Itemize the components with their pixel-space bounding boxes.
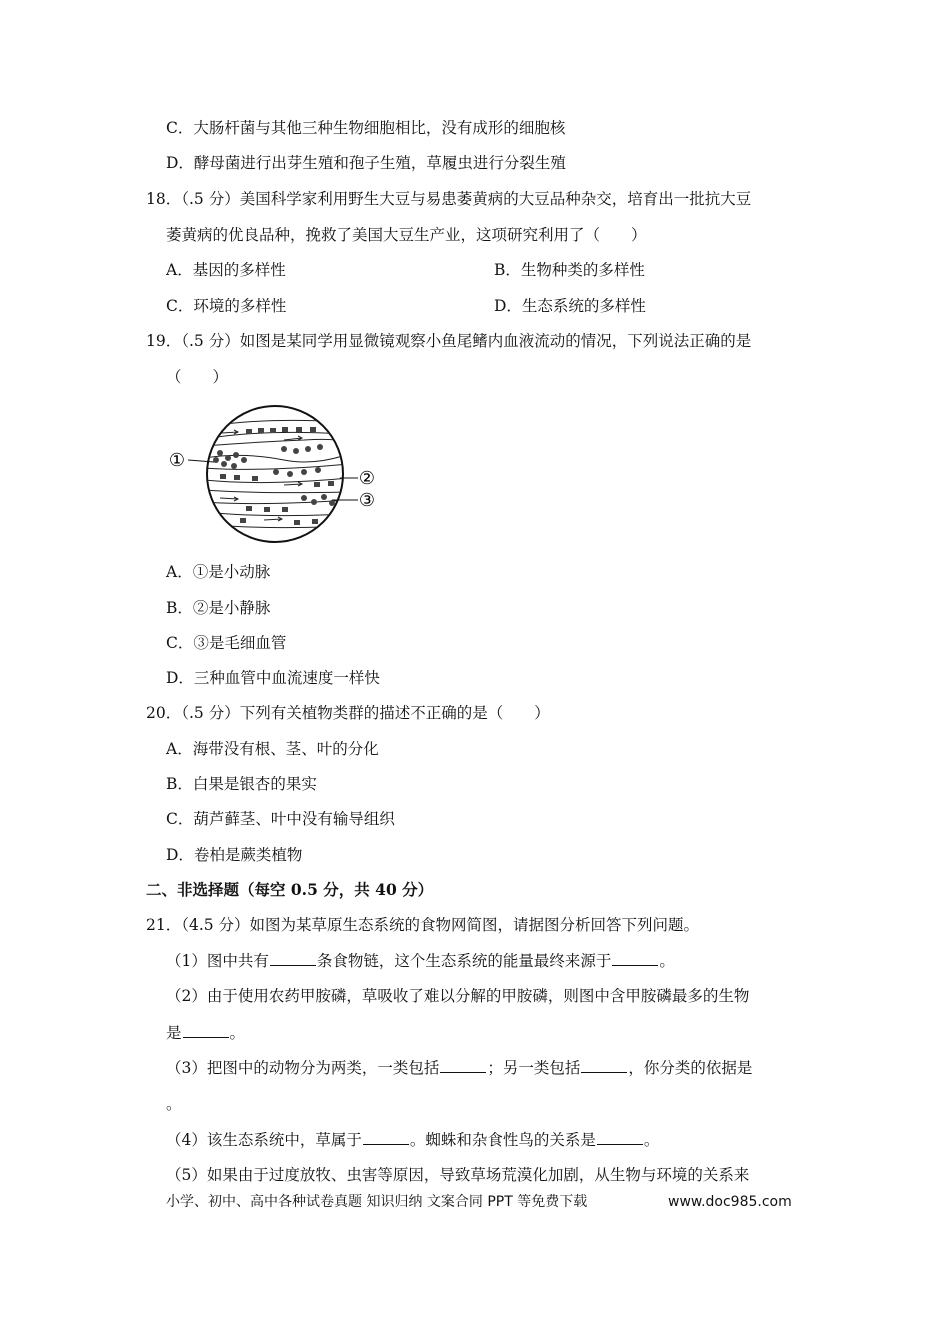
answer-blank[interactable]	[597, 1130, 643, 1145]
q18-option-b: B．生物种类的多样性	[494, 261, 645, 279]
figure-label-3: ③	[358, 490, 376, 511]
footer-site-link[interactable]: www.doc985.com	[668, 1194, 792, 1210]
q21-part4-text-b: 。蜘蛛和杂食性鸟的关系是	[409, 1131, 596, 1149]
q20-option-c: C．葫芦藓茎、叶中没有输导组织	[166, 810, 395, 828]
answer-blank[interactable]	[581, 1058, 627, 1073]
section-2-title: 二、非选择题（每空 0.5 分，共 40 分）	[146, 880, 434, 899]
q21-part4-text-c: 。	[643, 1131, 660, 1149]
q19-stem-line1: 19．（.5 分）如图是某同学用显微镜观察小鱼尾鳍内血液流动的情况，下列说法正确的是	[146, 332, 752, 350]
q20-option-a: A．海带没有根、茎、叶的分化	[166, 740, 379, 758]
q21-part-4	[166, 1130, 659, 1150]
answer-blank[interactable]	[612, 951, 658, 966]
answer-blank[interactable]	[270, 951, 316, 966]
q21-part-2-line2	[166, 1023, 245, 1043]
microscope-figure	[164, 402, 384, 552]
q19-option-c: C．③是毛细血管	[166, 634, 287, 652]
q21-part3-text-b: ；另一类包括	[487, 1059, 581, 1077]
q18-option-c: C．环境的多样性	[166, 297, 287, 315]
answer-blank[interactable]	[440, 1058, 486, 1073]
q19-stem-line2: （ ）	[166, 368, 229, 386]
q18-option-d: D．生态系统的多样性	[494, 297, 646, 315]
answer-blank[interactable]	[363, 1130, 409, 1145]
q21-part1-text-a: （1）图中共有	[166, 952, 269, 970]
q21-part3-text-c: ，你分类的依据是	[628, 1059, 753, 1077]
q20-option-b: B．白果是银杏的果实	[166, 775, 317, 793]
answer-blank[interactable]	[183, 1023, 229, 1038]
q20-stem: 20．（.5 分）下列有关植物类群的描述不正确的是（ ）	[146, 704, 550, 722]
q21-part2-text-c: 。	[229, 1024, 246, 1042]
q17-option-d: D．酵母菌进行出芽生殖和孢子生殖，草履虫进行分裂生殖	[166, 154, 566, 172]
q21-stem: 21．（4.5 分）如图为某草原生态系统的食物网简图，请据图分析回答下列问题。	[146, 916, 700, 934]
q21-part2-text-b: 是	[166, 1024, 182, 1042]
q18-option-a: A．基因的多样性	[166, 261, 286, 279]
q19-option-a: A．①是小动脉	[166, 563, 271, 581]
q19-option-b: B．②是小静脉	[166, 599, 271, 617]
q21-part-3	[166, 1058, 752, 1078]
q19-option-d: D．三种血管中血流速度一样快	[166, 669, 380, 687]
q21-part-1	[166, 951, 675, 971]
figure-label-2: ②	[358, 468, 376, 489]
q21-part-5: （5）如果由于过度放牧、虫害等原因，导致草场荒漠化加剧，从生物与环境的关系来	[166, 1166, 750, 1184]
q20-option-d: D．卷柏是蕨类植物	[166, 846, 303, 864]
q21-part-2-line1: （2）由于使用农药甲胺磷，草吸收了难以分解的甲胺磷，则图中含甲胺磷最多的生物	[166, 987, 750, 1005]
q18-stem-line2: 萎黄病的优良品种，挽救了美国大豆生产业，这项研究利用了（ ）	[166, 226, 647, 244]
q21-part4-text-a: （4）该生态系统中，草属于	[166, 1131, 362, 1149]
q18-stem-line1: 18．（.5 分）美国科学家利用野生大豆与易患萎黄病的大豆品种杂交，培育出一批抗大豆	[146, 190, 752, 208]
q21-part1-text-c: 。	[659, 952, 675, 970]
q21-part3-text-a: （3）把图中的动物分为两类，一类包括	[166, 1059, 440, 1077]
q21-part-3-end: 。	[166, 1095, 182, 1113]
q17-option-c: C．大肠杆菌与其他三种生物细胞相比，没有成形的细胞核	[166, 119, 566, 137]
q21-part1-text-b: 条食物链，这个生态系统的能量最终来源于	[316, 952, 612, 970]
figure-label-1: ①	[168, 450, 186, 471]
footer-text: 小学、初中、高中各种试卷真题 知识归纳 文案合同 PPT 等免费下载	[166, 1194, 588, 1210]
